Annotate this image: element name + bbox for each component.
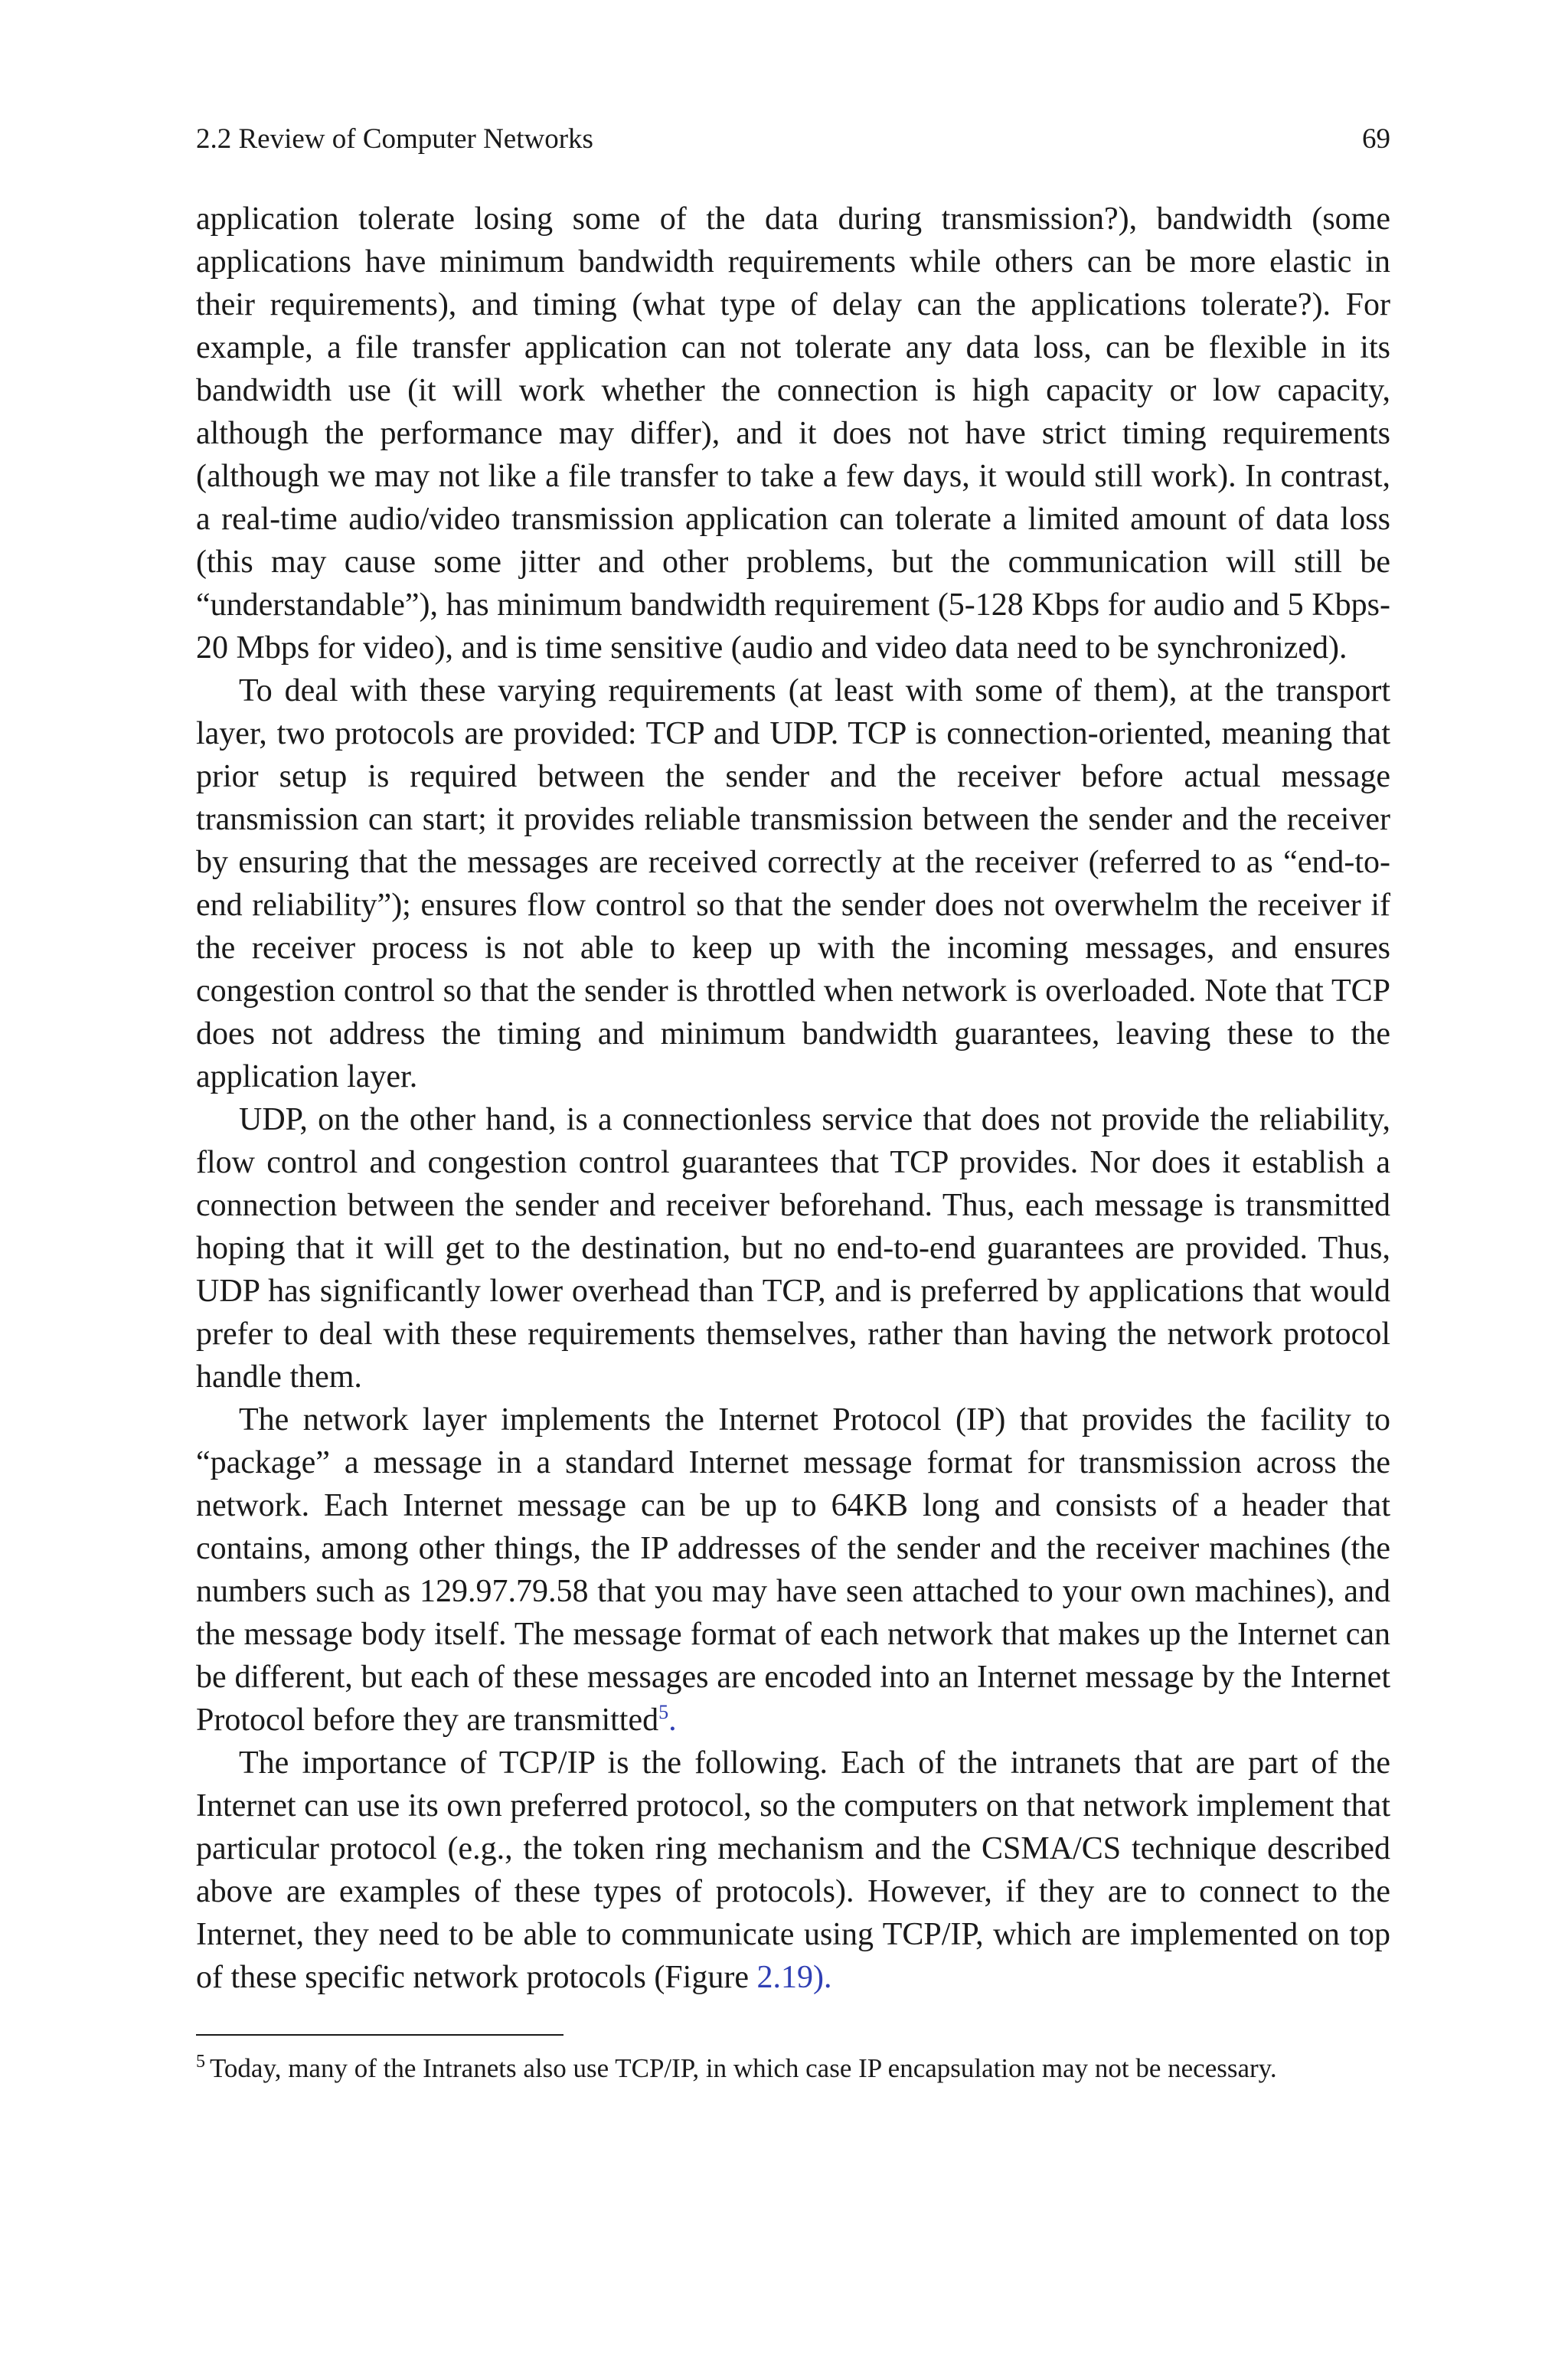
running-header	[196, 121, 1390, 158]
paragraph-trailing: .	[668, 1703, 677, 1738]
paragraph-5	[196, 1742, 1390, 1999]
page-number: 69	[1362, 123, 1390, 155]
paragraph-text: application tolerate losing some of the data during transmission?), bandwidth (some applications have minimum bandwidth requirements while others can be more elastic in their requirements), and timing (what type of delay can the applications tolerate?). For example, a file transfer application can not tolerate any data loss, can be flexible in its bandwidth use (it will work whether the connection is high capacity or low capacity, although the performance may differ), and it does not have strict timing requirements (although we may not like a file transfer to take a few days, it would still work). In contrast, a real-time audio/video transmission application can tolerate a limited amount of data loss (this may cause some jitter and other problems, but the communication will still be “understandable”), has minimum bandwidth requirement (5-128 Kbps for audio and 5 Kbps-20 Mbps for video), and is time sensitive (audio and video data need to be synchronized).	[196, 201, 1390, 666]
figure-reference-link[interactable]: 2.19).	[756, 1960, 832, 1995]
main-text	[196, 198, 1390, 1999]
book-page	[196, 121, 1390, 2086]
paragraph-text: The importance of TCP/IP is the following. Each of the intranets that are part of the Internet can use its own preferred protocol, so the computers on that network implement that particular protocol (e.g., the token ring mechanism and the CSMA/CS technique described above are examples of these types of protocols). However, if they are to connect to the Internet, they need to be able to communicate using TCP/IP, which are implemented on top of these specific network protocols (Figure	[196, 1745, 1390, 1995]
footnote-text: Today, many of the Intranets also use TCP/IP, in which case IP encapsulation may not be necessary.	[210, 2053, 1277, 2083]
paragraph-4	[196, 1398, 1390, 1742]
footnote-divider	[196, 2034, 564, 2036]
paragraph-1	[196, 198, 1390, 669]
paragraph-text: The network layer implements the Internet Protocol (IP) that provides the facility to “package” a message in a standard Internet message format for transmission across the network. Each Internet message can be up to 64KB long and consists of a header that contains, among other things, the IP addresses of the sender and the receiver machines (the numbers such as 129.97.79.58 that you may have seen attached to your own machines), and the message body itself. The message format of each network that makes up the Internet can be different, but each of these messages are encoded into an Internet message by the Internet Protocol before they are transmitted	[196, 1402, 1390, 1738]
paragraph-2	[196, 669, 1390, 1098]
footnote-number: 5	[196, 2052, 205, 2072]
paragraph-text: UDP, on the other hand, is a connectionless service that does not provide the reliability, flow control and congestion control guarantees that TCP provides. Nor does it establish a connection between the sender and receiver beforehand. Thus, each message is transmitted hoping that it will get to the destination, but no end-to-end guarantees are provided. Thus, UDP has significantly lower overhead than TCP, and is preferred by applications that would prefer to deal with these requirements themselves, rather than having the network protocol handle them.	[196, 1102, 1390, 1395]
paragraph-text: To deal with these varying requirements (at least with some of them), at the transport layer, two protocols are provided: TCP and UDP. TCP is connection-oriented, meaning that prior setup is required between the sender and the receiver before actual message transmission can start; it provides reliable transmission between the sender and the receiver by ensuring that the messages are received correctly at the receiver (referred to as “end-to-end reliability”); ensures flow control so that the sender does not overwhelm the receiver if the receiver process is not able to keep up with the incoming messages, and ensures congestion control so that the sender is throttled when network is overloaded. Note that TCP does not address the timing and minimum bandwidth guarantees, leaving these to the application layer.	[196, 673, 1390, 1094]
paragraph-3	[196, 1098, 1390, 1398]
footnote-reference-link[interactable]: 5	[658, 1701, 669, 1723]
footnote	[196, 2051, 1390, 2086]
section-title: 2.2 Review of Computer Networks	[196, 123, 593, 155]
